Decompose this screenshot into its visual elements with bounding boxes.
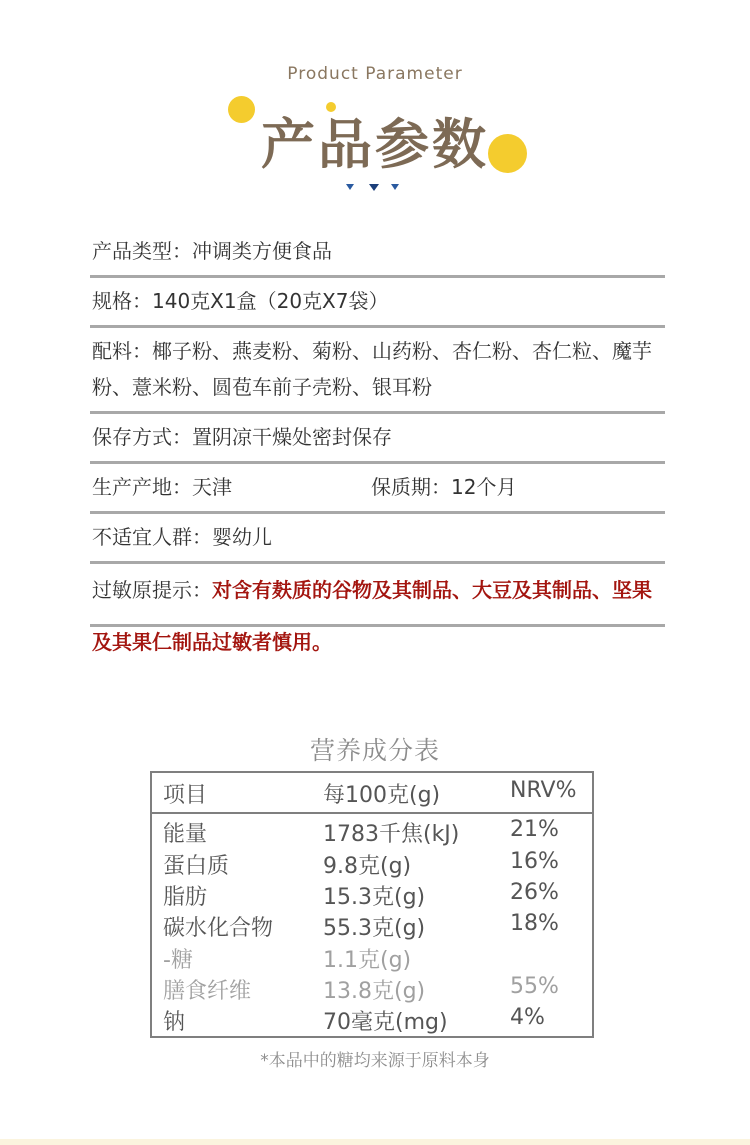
nutrient-amount: 70毫克(mg) [323,1010,448,1035]
nutrition-table [150,771,594,1038]
nutrient-amount: 55.3克(g) [323,916,426,941]
nutrient-name: 膳食纤维 [163,979,252,1004]
nutrient-name: 蛋白质 [163,854,230,879]
nutrient-name: -糖 [163,948,193,973]
header-per100g: 每100克(g) [323,783,441,808]
allergen-text: 对含有麸质的谷物及其制品、大豆及其制品、坚果及其果仁制品过敏者慎用。 [92,578,652,654]
nutrient-amount: 15.3克(g) [323,885,426,910]
param-list [90,228,665,674]
nutrient-amount: 1.1克(g) [323,948,412,973]
header-nrv: NRV% [510,778,577,803]
nutrient-name: 能量 [163,822,208,847]
param-origin-shelf [90,464,665,514]
header-title: 产品参数 [261,113,489,176]
triangle-icon [346,184,354,190]
header-item: 项目 [163,783,208,808]
nutrient-nrv: 16% [510,849,559,874]
allergen-label: 过敏原提示： [92,578,212,602]
header-english: Product Parameter [287,64,463,84]
bottom-band [0,1139,750,1145]
nutrition-footnote: *本品中的糖均来源于原料本身 [260,1051,490,1071]
nutrient-nrv: 26% [510,880,559,905]
param-allergen [90,564,665,674]
nutrient-name: 碳水化合物 [163,916,274,941]
param-shelf-life: 保质期：12个月 [371,475,517,499]
nutrient-amount: 13.8克(g) [323,979,426,1004]
param-type: 产品类型：冲调类方便食品 [90,228,665,278]
param-ingredients: 配料：椰子粉、燕麦粉、菊粉、山药粉、杏仁粉、杏仁粒、魔芋粉、薏米粉、圆苞车前子壳粉、银耳粉 [90,328,665,414]
nutrient-amount: 1783千焦(kJ) [323,822,460,847]
nutrient-name: 钠 [163,1010,186,1035]
nutrition-title: 营养成分表 [309,736,440,765]
param-storage: 保存方式：置阴凉干燥处密封保存 [90,414,665,464]
nutrition-header-row [152,773,592,814]
param-spec: 规格：140克X1盒（20克X7袋） [90,278,665,328]
param-unsuitable: 不适宜人群：婴幼儿 [90,514,665,564]
nutrient-name: 脂肪 [163,885,208,910]
nutrient-nrv: 21% [510,817,559,842]
nutrient-nrv: 4% [510,1005,545,1030]
nutrient-nrv: 18% [510,911,559,936]
nutrient-nrv: 55% [510,974,559,999]
triangle-icon [391,184,399,190]
nutrient-amount: 9.8克(g) [323,854,412,879]
allergen-divider [90,624,665,627]
triangle-decoration [346,184,402,192]
triangle-icon [369,184,379,191]
param-origin: 生产产地：天津 [92,475,232,499]
